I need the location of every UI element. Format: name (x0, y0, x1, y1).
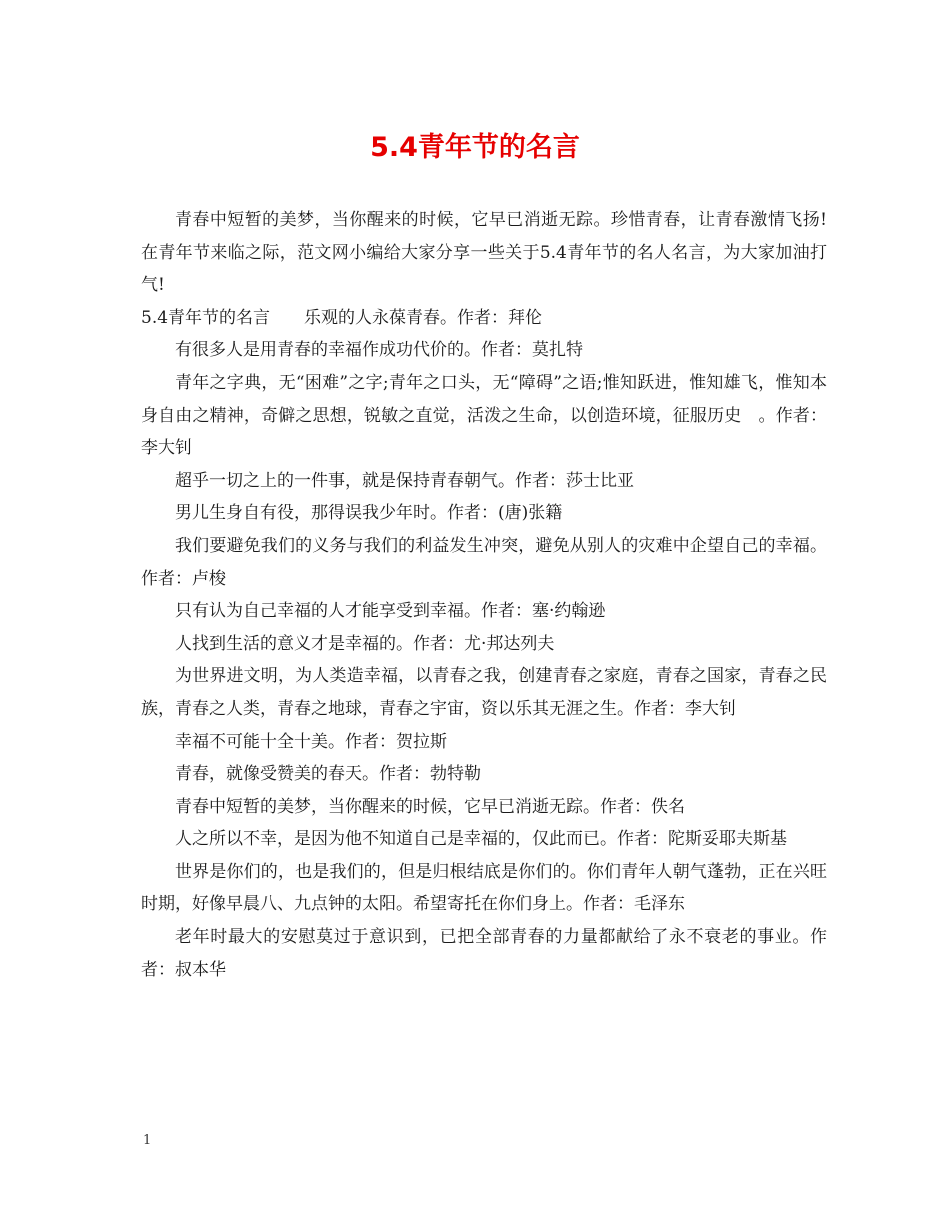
quote-paragraph: 只有认为自己幸福的人才能享受到幸福。作者：塞·约翰逊 (175, 601, 606, 622)
quote-paragraph: 我们要避免我们的义务与我们的利益发生冲突，避免从别人的灾难中企望自己的幸福。作者：卢梭 (141, 535, 827, 589)
quote-paragraph: 男儿生身自有役，那得误我少年时。作者：(唐)张籍 (175, 503, 563, 524)
page-number: 1 (143, 1133, 152, 1148)
quote-paragraph: 幸福不可能十全十美。作者：贺拉斯 (175, 731, 447, 752)
quote-paragraph: 人找到生活的意义才是幸福的。作者：尤·邦达列夫 (175, 633, 555, 654)
quote-paragraph: 青春中短暂的美梦，当你醒来的时候，它早已消逝无踪。作者：佚名 (175, 796, 685, 817)
quote-paragraph: 青年之字典，无“困难”之字;青年之口头，无“障碍”之语;惟知跃进，惟知雄飞，惟知本身自由之精神，奇僻之思想，锐敏之直觉，活泼之生命，以创造环境，征服历史 。作者：李大钊 (141, 372, 827, 459)
document-body (141, 204, 827, 986)
quote-paragraph: 人之所以不幸，是因为他不知道自己是幸福的，仅此而已。作者：陀斯妥耶夫斯基 (175, 829, 787, 850)
quote-paragraph: 老年时最大的安慰莫过于意识到，已把全部青春的力量都献给了永不衰老的事业。作者：叔本华 (141, 927, 827, 980)
quote-paragraph: 青春中短暂的美梦，当你醒来的时候，它早已消逝无踪。珍惜青春，让青春激情飞扬!在青年节来临之际，范文网小编给大家分享一些关于5.4青年节的名人名言，为大家加油打气! (141, 210, 827, 296)
quote-paragraph: 有很多人是用青春的幸福作成功代价的。作者：莫扎特 (175, 340, 583, 361)
document-title: 5.4青年节的名言 (370, 132, 580, 163)
quote-paragraph: 为世界进文明，为人类造幸福，以青春之我，创建青春之家庭，青春之国家，青春之民族，青春之人类，青春之地球，青春之宇宙，资以乐其无涯之生。作者：李大钊 (141, 666, 827, 719)
quote-paragraph: 超乎一切之上的一件事，就是保持青春朝气。作者：莎士比亚 (175, 470, 634, 491)
quote-paragraph: 青春，就像受赞美的春天。作者：勃特勒 (175, 764, 481, 785)
quote-paragraph: 世界是你们的，也是我们的，但是归根结底是你们的。你们青年人朝气蓬勃，正在兴旺时期，好像早晨八、九点钟的太阳。希望寄托在你们身上。作者：毛泽东 (141, 861, 827, 915)
quote-paragraph: 5.4青年节的名言 乐观的人永葆青春。作者：拜伦 (141, 307, 543, 328)
